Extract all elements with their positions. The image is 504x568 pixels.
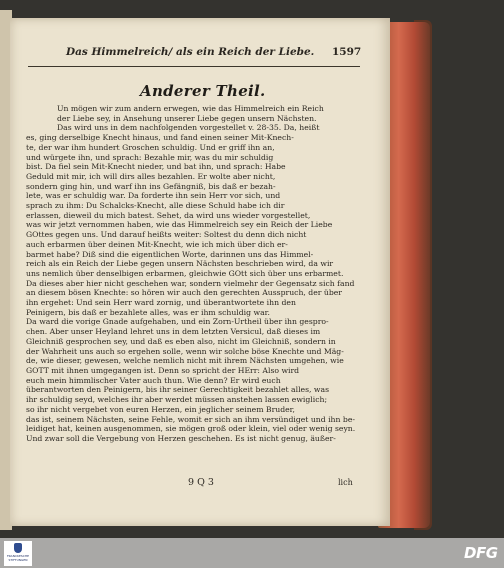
text-line: überantworten den Peinigern, bis ihr seiner Gerechtigkeit bezahlet alles, was xyxy=(26,385,330,395)
body-text xyxy=(26,104,358,444)
text-line: der Wahrheit uns auch so ergehen solle, wenn wir solche böse Knechte und Mäg- xyxy=(26,346,344,356)
text-line: der Liebe sey, in Ansehung unserer Liebe gegen unsern Nächsten. xyxy=(57,113,317,123)
text-line: so ihr nicht vergebet von euren Herzen, ein jeglicher seinem Bruder, xyxy=(26,404,295,414)
text-line: Un mögen wir zum andern erwegen, wie das Himmelreich ein Reich xyxy=(57,104,324,113)
text-line: was wir jetzt vernommen haben, wie das Himmelreich sey ein Reich der Liebe xyxy=(26,220,333,230)
text-line: lete, was er schuldig war. Da forderte ihn sein Herr vor sich, und xyxy=(26,191,281,201)
text-line: es, ging derselbige Knecht hinaus, und fand einen seiner Mit-Knech- xyxy=(26,133,294,143)
text-line: auch erbarmen über deinen Mit-Knecht, wie ich mich über dich er- xyxy=(26,239,288,249)
text-line: GOTT mit ihnen umgegangen ist. Denn so spricht der HErr: Also wird xyxy=(26,365,300,375)
text-line: sondern ging hin, und warf ihn ins Gefängniß, bis daß er bezah- xyxy=(26,181,276,191)
catchword: lich xyxy=(338,478,353,487)
text-line: te, der war ihm hundert Groschen schuldig. Und er griff ihn an, xyxy=(26,142,275,152)
section-heading: Anderer Theil. xyxy=(140,82,266,100)
text-line: reich als ein Reich der Liebe gegen unsern Nächsten beschrieben wird, da wir xyxy=(26,259,334,269)
text-line: Geduld mit mir, ich will dirs alles bezahlen. Er wolte aber nicht, xyxy=(26,171,276,181)
text-line: uns nemlich über denselbigen erbarmen, gleichwie GOtt sich über uns erbarmet. xyxy=(26,268,344,278)
text-line: bist. Da fiel sein Mit-Knecht nieder, und bat ihn, und sprach: Habe xyxy=(26,162,286,172)
text-line: euch mein himmlischer Vater auch thun. Wie denn? Er wird euch xyxy=(26,375,281,385)
text-line: erlassen, dieweil du mich batest. Sehet, da wird uns wieder vorgestellet, xyxy=(26,210,311,220)
text-line: barmet habe? Diß sind die eigentlichen Worte, darinnen uns das Himmel- xyxy=(26,249,314,259)
header-rule xyxy=(28,66,360,67)
text-line: chen. Aber unser Heyland lehret uns in dem letzten Versicul, daß dieses im xyxy=(26,327,321,337)
crest-icon xyxy=(14,543,22,553)
text-line: GOttes gegen uns. Und darauf heißts weiter: Soltest du denn dich nicht xyxy=(26,230,307,240)
library-logo[interactable] xyxy=(4,541,32,566)
text-line: Gleichniß gesprochen sey, und daß es eben also, nicht im Gleichniß, sondern in xyxy=(26,336,336,346)
text-line: Da ward die vorige Gnade aufgehaben, und ein Zorn-Urtheil über ihn gespro- xyxy=(26,317,329,327)
text-line: Das wird uns in dem nachfolgenden vorgestellet v. 28-35. Da, heißt xyxy=(57,123,320,133)
text-line: das ist, seinem Nächsten, seine Fehle, womit er sich an ihm versündiget und ihn be- xyxy=(26,414,355,424)
text-line: Da dieses aber hier nicht geschehen war, sondern vielmehr der Gegensatz sich fand xyxy=(26,278,355,288)
text-line: und würgete ihn, und sprach: Bezahle mir, was du mir schuldig xyxy=(26,152,274,162)
library-logo-text: FRANCKESCHE STIFTUNGEN xyxy=(6,554,30,562)
text-line: an diesem bösen Knechte: so hören wir auch den gerechten Ausspruch, der über xyxy=(26,288,342,298)
text-line: de, wie dieser, gewesen, welche nemlich nicht mit ihrem Nächsten umgehen, wie xyxy=(26,356,344,366)
running-head: Das Himmelreich/ als ein Reich der Liebe. xyxy=(66,46,315,58)
text-line: leidiget hat, keinen ausgenommen, sie mögen groß oder klein, viel oder wenig seyn. xyxy=(26,424,356,434)
page-number: 1597 xyxy=(332,46,362,58)
text-line: sprach zu ihm: Du Schalcks-Knecht, alle diese Schuld habe ich dir xyxy=(26,201,285,211)
signature-mark: 9 Q 3 xyxy=(188,477,214,488)
text-line: Und zwar soll die Vergebung von Herzen geschehen. Es ist nicht genug, äußer- xyxy=(26,433,336,443)
dfg-logo[interactable]: DFG xyxy=(464,544,498,562)
viewer-footer-bar xyxy=(0,538,504,568)
text-line: Peinigern, bis daß er bezahlete alles, was er ihm schuldig war. xyxy=(26,307,270,317)
text-line: ihr schuldig seyd, welches ihr aber werdet müssen anstehen lassen ewiglich; xyxy=(26,395,328,405)
text-line: ihn ergehet: Und sein Herr ward zornig, und überantwortete ihn den xyxy=(26,298,296,308)
